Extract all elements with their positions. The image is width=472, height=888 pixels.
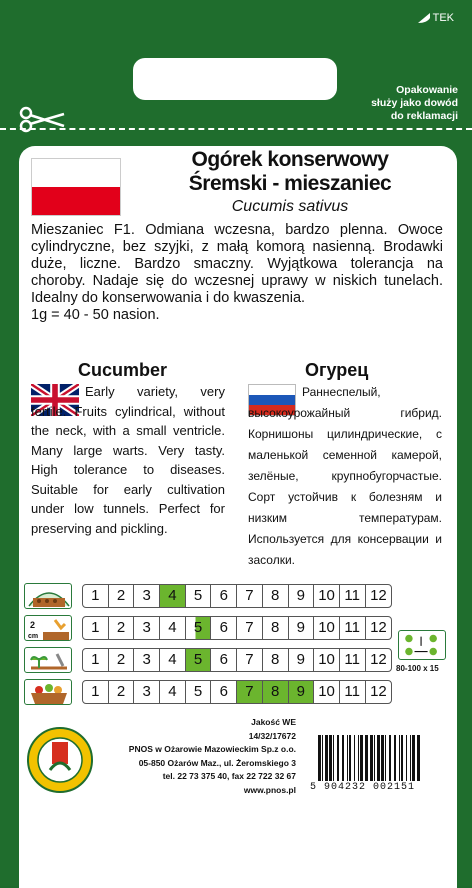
svg-text:cm: cm	[28, 633, 39, 640]
leaf-icon	[417, 12, 431, 24]
month-cell: 10	[314, 681, 340, 703]
barcode-bar	[377, 735, 380, 781]
heading-ru: Огурец	[305, 360, 369, 380]
barcode-bar	[417, 735, 420, 781]
month-cell: 3	[134, 649, 160, 671]
month-cell: 5	[186, 681, 212, 703]
month-cell: 11	[340, 649, 366, 671]
barcode-bar	[406, 735, 407, 781]
month-cell: 6	[211, 681, 237, 703]
month-cell: 4	[160, 681, 186, 703]
month-cell: 8	[263, 681, 289, 703]
barcode-bar	[394, 735, 396, 781]
month-cell: 8	[263, 585, 289, 607]
greenhouse-sowing-icon	[24, 583, 72, 609]
month-cell: 9	[289, 681, 315, 703]
month-cell: 3	[134, 585, 160, 607]
barcode-number: 5 904232 002151	[310, 782, 416, 793]
barcode-bar	[385, 735, 386, 781]
barcode-bar	[360, 735, 363, 781]
month-cell: 9	[289, 585, 315, 607]
month-cell: 7	[237, 649, 263, 671]
month-cell: 1	[83, 617, 109, 639]
receipt-note: Opakowanie służy jako dowód do reklamacji	[371, 84, 458, 122]
barcode-bar	[325, 735, 328, 781]
month-cell: 3	[134, 681, 160, 703]
tek-label: TEK	[432, 12, 454, 24]
barcode-bar	[412, 735, 415, 781]
month-cell: 11	[340, 617, 366, 639]
calendar-row-harvest	[24, 679, 394, 705]
planting-icon	[24, 647, 72, 673]
month-cell: 1	[83, 681, 109, 703]
producer-info: Jakość WE 14/32/17672 PNOS w Ożarowie Mazowieckim Sp.z o.o. 05-850 Ożarów Maz., ul. Żeromskiego 3 tel. 22 73 375 40, fax 22 722 32 67 www.pnos.pl	[128, 717, 296, 795]
description-ru: Раннеспелый, высокоурожайный гибрид. Корнишоны цилиндрические, с маленькой семенной камерой, зелёные, крупнобугорчастые. Сорт устойчив к болезням и низким температурам. Используется для консервации и засолки.	[248, 385, 442, 567]
month-cell: 9	[289, 649, 315, 671]
heading-en: Cucumber	[78, 360, 168, 380]
barcode-bar	[333, 735, 334, 781]
sowing-depth-icon	[24, 615, 72, 641]
month-cells	[82, 680, 392, 704]
month-cell: 1	[83, 649, 109, 671]
svg-text:2: 2	[30, 620, 36, 630]
barcode-bar	[374, 735, 375, 781]
calendar-row-depth	[24, 615, 394, 641]
month-cell: 5	[186, 617, 212, 639]
month-cell: 1	[83, 585, 109, 607]
hang-slot	[133, 58, 337, 100]
month-cell: 9	[289, 617, 315, 639]
barcode-bar	[347, 735, 348, 781]
barcode-bar	[365, 735, 368, 781]
barcode-bar	[358, 735, 359, 781]
month-cells	[82, 616, 392, 640]
barcode-bar	[381, 735, 384, 781]
barcode-bar	[399, 735, 400, 781]
month-cell: 4	[160, 617, 186, 639]
month-cell: 6	[211, 585, 237, 607]
barcode-bar	[370, 735, 373, 781]
month-cells	[82, 584, 392, 608]
month-cell: 12	[370, 683, 387, 700]
month-cell: 8	[263, 649, 289, 671]
month-cell: 10	[314, 585, 340, 607]
month-cell: 11	[340, 585, 366, 607]
poland-flag-icon	[31, 158, 121, 216]
month-cell: 12	[370, 651, 387, 668]
barcode-bar	[401, 735, 403, 781]
barcode-bar	[389, 735, 391, 781]
month-cell: 10	[314, 617, 340, 639]
month-cell: 7	[237, 585, 263, 607]
month-cell: 7	[237, 681, 263, 703]
month-cell: 8	[263, 617, 289, 639]
month-cell: 7	[237, 617, 263, 639]
harvest-basket-icon	[24, 679, 72, 705]
month-cell: 6	[211, 649, 237, 671]
month-cell: 2	[109, 585, 135, 607]
barcode-bar	[354, 735, 355, 781]
cut-line	[0, 128, 472, 130]
tek-brand	[417, 12, 454, 24]
plant-spacing-icon	[398, 630, 446, 660]
month-cell: 6	[211, 617, 237, 639]
month-cell: 2	[109, 617, 135, 639]
month-cell: 5	[186, 649, 212, 671]
barcode-bar	[337, 735, 339, 781]
month-cell: 10	[314, 649, 340, 671]
barcode-bar	[410, 735, 411, 781]
month-cell: 5	[186, 585, 212, 607]
month-cell: 4	[160, 585, 186, 607]
month-cell: 2	[109, 649, 135, 671]
spacing-label: 80-100 x 15	[396, 664, 439, 673]
barcode-bar	[322, 735, 323, 781]
month-cell: 12	[370, 587, 387, 604]
latin-name: Cucumis sativus	[231, 198, 349, 215]
barcode-bar	[349, 735, 351, 781]
calendar-row-planting	[24, 647, 394, 673]
month-cell: 11	[340, 681, 366, 703]
month-cell: 3	[134, 617, 160, 639]
barcode-bar	[318, 735, 321, 781]
month-cell: 4	[160, 649, 186, 671]
barcode-bar	[342, 735, 344, 781]
product-title: Ogórek konserwowy Śremski - mieszaniec	[188, 148, 392, 195]
month-cell: 12	[370, 619, 387, 636]
description-pl: Mieszaniec F1. Odmiana wczesna, bardzo plenna. Owoce cylindryczne, bez szyjki, z małą komorą nasienną. Brodawki duże, liczne. Bardzo smaczny. Wyjątkowa tolerancja na choroby. Nadaje się do wczesnej uprawy w niskich tunelach. Idealny do konserwowania i do kwaszenia. 1g = 40 - 50 nasion.	[31, 222, 443, 323]
month-cell: 2	[109, 681, 135, 703]
description-en: Early variety, very fertile. Fruits cylindrical, without the neck, with a small ventricle. Many large warts. Very tasty. High tolerance to diseases. Suitable for early cultivation under low tunnels. Perfect for preserving and pickling.	[31, 384, 225, 536]
calendar-row-sowing	[24, 583, 394, 609]
barcode-bar	[329, 735, 332, 781]
month-cells	[82, 648, 392, 672]
pnos-logo-icon	[26, 726, 94, 794]
